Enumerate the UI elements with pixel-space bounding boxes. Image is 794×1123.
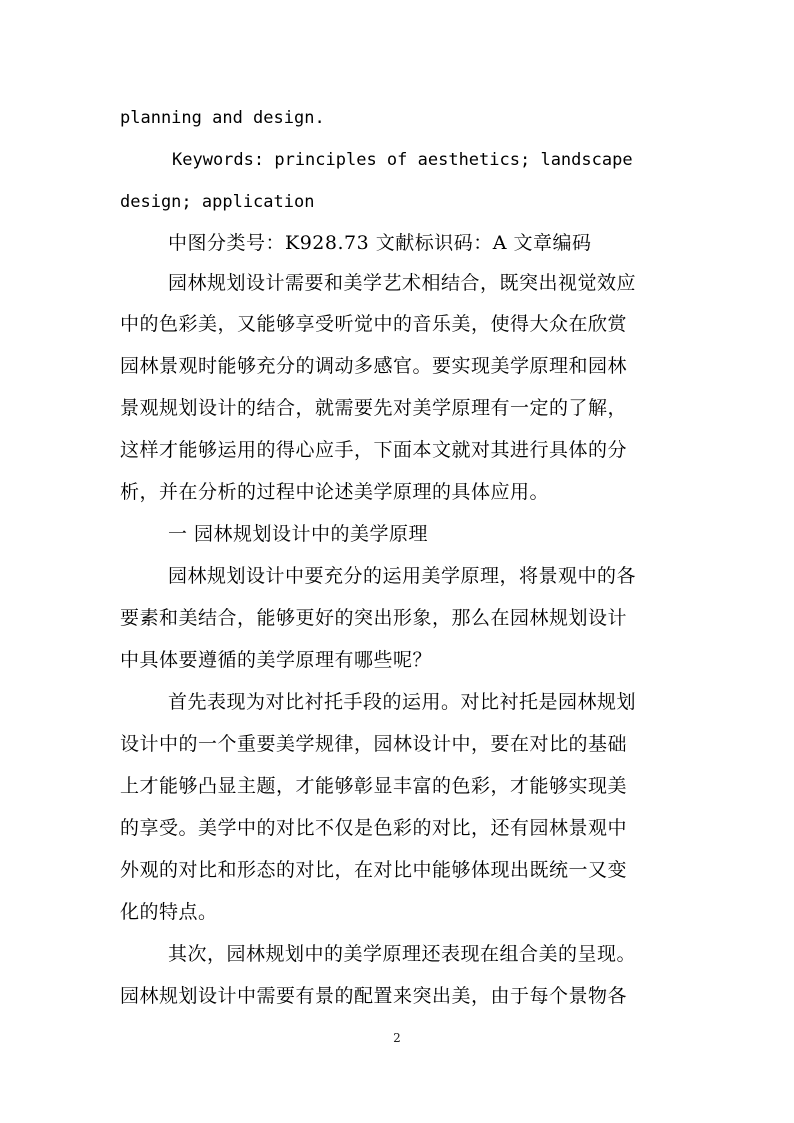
body-paragraph-line: 设计中的一个重要美学规律，园林设计中，要在对比的基础 [120, 733, 628, 755]
body-paragraph-line: 中具体要遵循的美学原理有哪些呢？ [120, 649, 433, 671]
body-paragraph-line: 这样才能够运用的得心应手，下面本文就对其进行具体的分 [120, 439, 628, 461]
body-paragraph-line: 园林景观时能够充分的调动多感官。要实现美学原理和园林 [120, 355, 628, 377]
body-paragraph-line: 要素和美结合，能够更好的突出形象，那么在园林规划设计 [120, 607, 628, 629]
body-paragraph-line: 景观规划设计的结合，就需要先对美学原理有一定的了解， [120, 397, 628, 419]
keywords-text: Keywords: principles of aesthetics; landscape [172, 150, 633, 170]
body-paragraph-line: 园林规划设计需要和美学艺术相结合，既突出视觉效应 [168, 272, 637, 294]
body-paragraph-line: 上才能够凸显主题，才能够彰显丰富的色彩，才能够实现美 [120, 775, 628, 797]
body-paragraph-line: 析，并在分析的过程中论述美学原理的具体应用。 [120, 481, 550, 503]
keywords-line [172, 148, 674, 172]
body-paragraph-line: 化的特点。 [120, 901, 218, 923]
body-paragraph-line: 园林规划设计中需要有景的配置来突出美，由于每个景物各 [120, 985, 628, 1007]
body-paragraph-line: 的享受。美学中的对比不仅是色彩的对比，还有园林景观中 [120, 817, 628, 839]
section-heading: 一 园林规划设计中的美学原理 [168, 523, 429, 545]
body-paragraph-line: 外观的对比和形态的对比，在对比中能够体现出既统一又变 [120, 859, 628, 881]
page-number: 2 [393, 1031, 401, 1045]
keywords-line-continued: design; application [120, 192, 315, 212]
body-paragraph-line: 首先表现为对比衬托手段的运用。对比衬托是园林规划 [168, 691, 637, 713]
abstract-english-end: planning and design. [120, 108, 325, 128]
body-paragraph-line: 中的色彩美，又能够享受听觉中的音乐美，使得大众在欣赏 [120, 313, 628, 335]
classification-line: 中图分类号：K928.73 文献标识码：A 文章编码 [168, 232, 592, 254]
body-paragraph-line: 其次，园林规划中的美学原理还表现在组合美的呈现。 [168, 943, 637, 965]
body-paragraph-line: 园林规划设计中要充分的运用美学原理，将景观中的各 [168, 565, 637, 587]
